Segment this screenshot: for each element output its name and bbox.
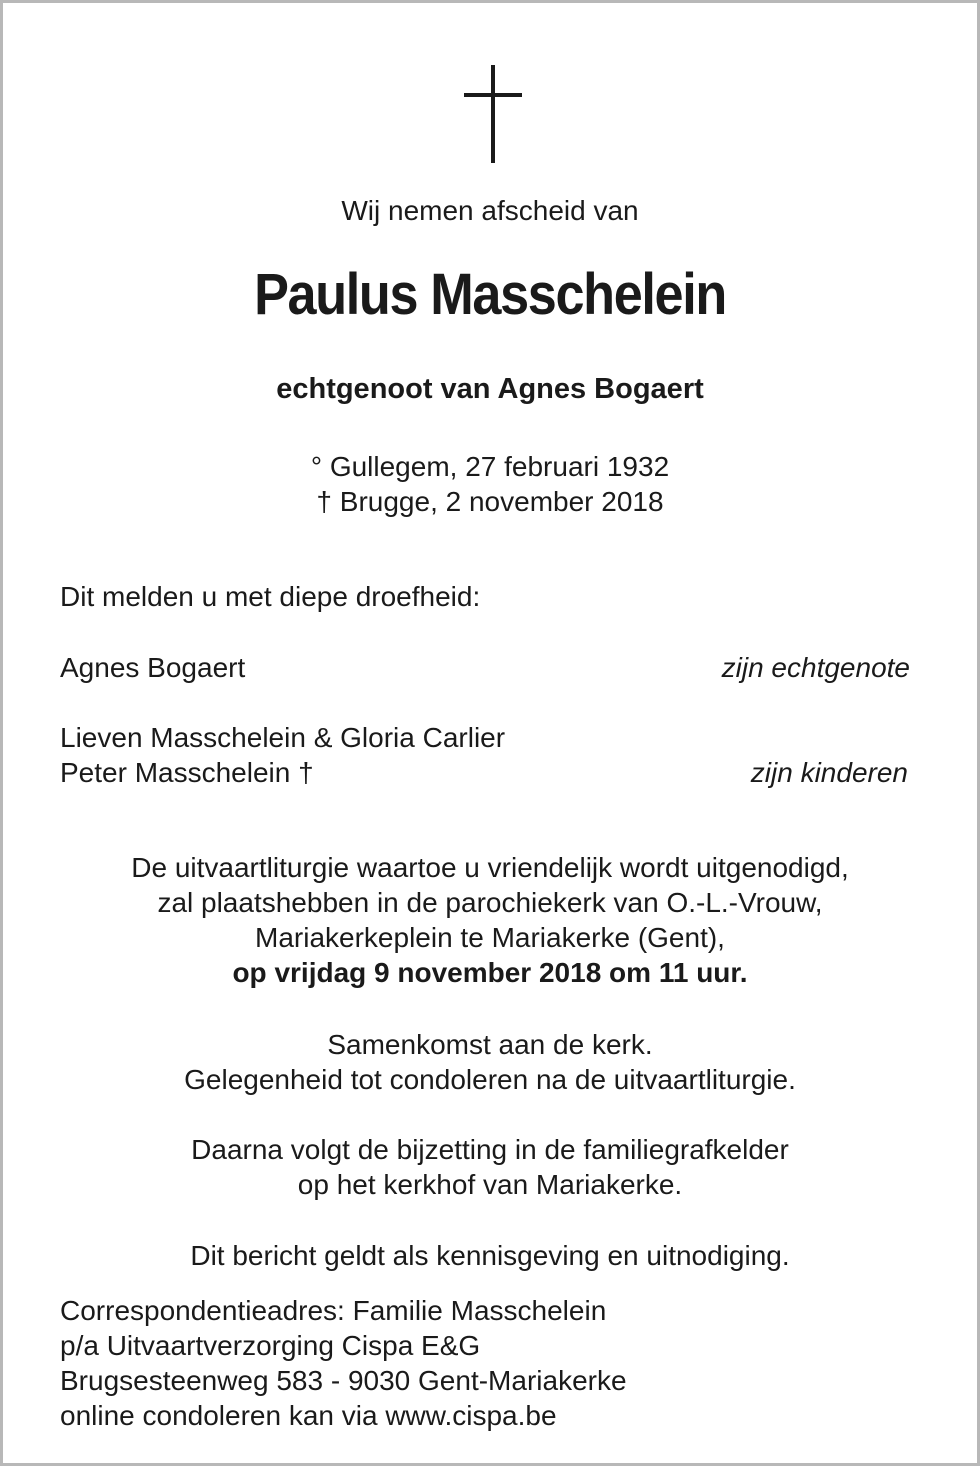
correspondence-line: p/a Uitvaartverzorging Cispa E&G bbox=[60, 1330, 481, 1361]
correspondence-line: online condoleren kan via www.cispa.be bbox=[60, 1400, 557, 1431]
mourners-intro: Dit melden u met diepe droefheid: bbox=[60, 581, 481, 612]
mourner-name: Lieven Masschelein & Gloria Carlier bbox=[60, 722, 506, 753]
intro-text: Wij nemen afscheid van bbox=[341, 195, 639, 226]
burial-line: op het kerkhof van Mariakerke. bbox=[297, 1169, 683, 1200]
mourner-name: Peter Masschelein † bbox=[60, 757, 314, 788]
mourner-relation: zijn kinderen bbox=[750, 757, 908, 788]
correspondence-line: Correspondentieadres: Familie Masschelein bbox=[60, 1295, 607, 1326]
notice-text: Dit bericht geldt als kennisgeving en uitnodiging. bbox=[190, 1240, 790, 1271]
death-info: † Brugge, 2 november 2018 bbox=[316, 486, 664, 517]
ceremony-line: De uitvaartliturgie waartoe u vriendelijk wordt uitgenodigd, bbox=[131, 852, 849, 883]
ceremony-line: Mariakerkeplein te Mariakerke (Gent), bbox=[255, 922, 725, 953]
gathering-line: Gelegenheid tot condoleren na de uitvaartliturgie. bbox=[184, 1064, 796, 1095]
cross-icon bbox=[464, 65, 522, 163]
gathering-line: Samenkomst aan de kerk. bbox=[327, 1029, 653, 1060]
ceremony-datetime: op vrijdag 9 november 2018 om 11 uur. bbox=[232, 957, 748, 988]
mourner-name: Agnes Bogaert bbox=[60, 652, 246, 683]
burial-line: Daarna volgt de bijzetting in de familiegrafkelder bbox=[191, 1134, 789, 1165]
ceremony-line: zal plaatshebben in de parochiekerk van O.-L.-Vrouw, bbox=[157, 887, 823, 918]
birth-info: ° Gullegem, 27 februari 1932 bbox=[310, 451, 670, 482]
deceased-name: Paulus Masschelein bbox=[254, 262, 726, 327]
spouse-line: echtgenoot van Agnes Bogaert bbox=[276, 373, 704, 405]
mourner-relation: zijn echtgenote bbox=[721, 652, 910, 683]
correspondence-line: Brugsesteenweg 583 - 9030 Gent-Mariakerke bbox=[60, 1365, 627, 1396]
